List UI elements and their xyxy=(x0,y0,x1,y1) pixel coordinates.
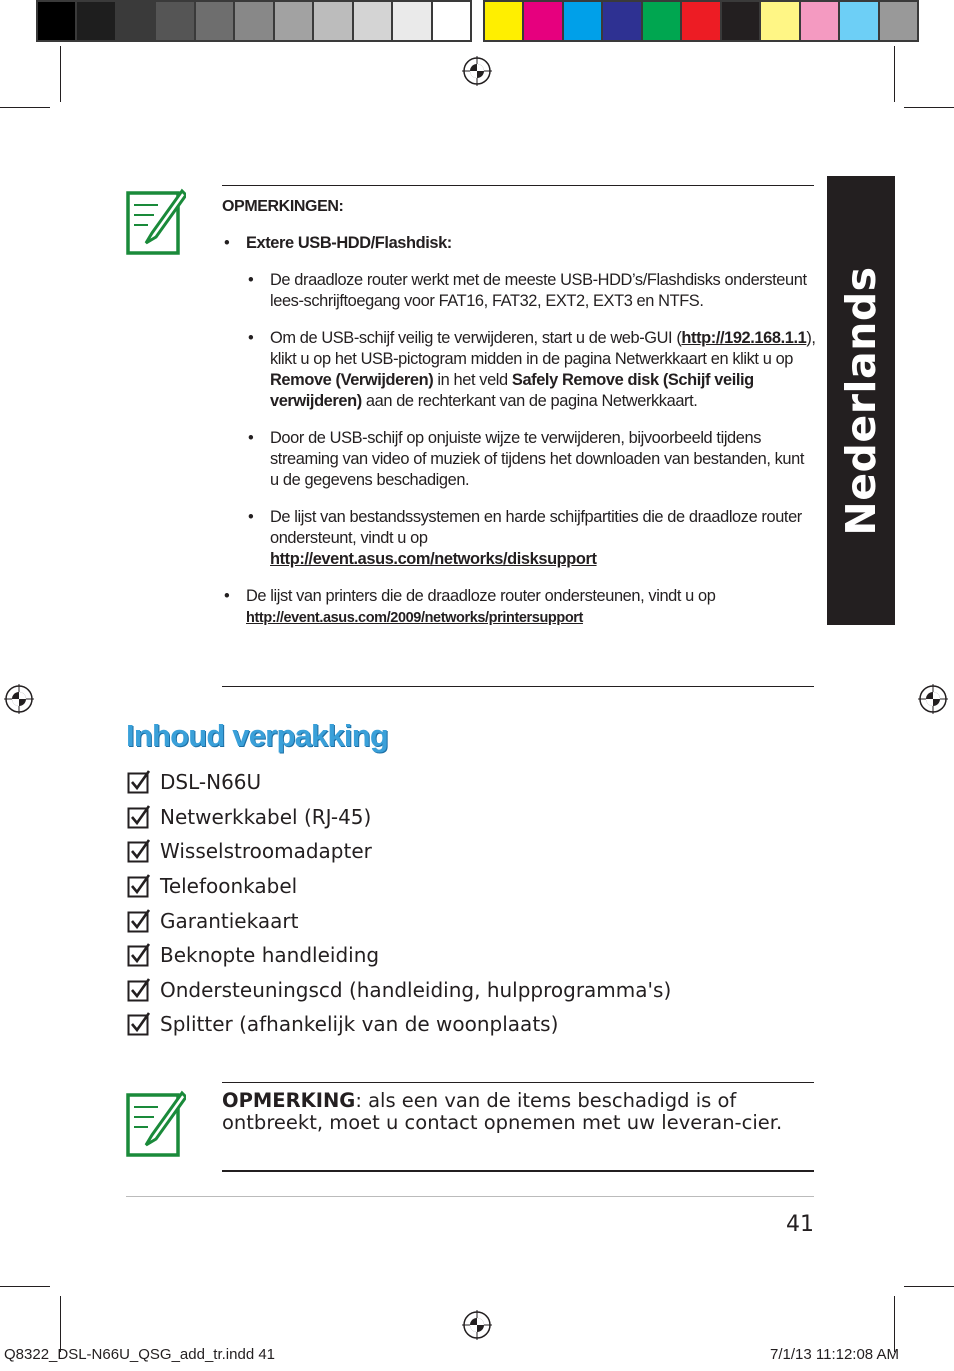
checkbox-checked-icon xyxy=(127,943,151,967)
color-swatch xyxy=(761,2,800,40)
crop-mark xyxy=(60,46,61,102)
usb-bullet-2: • Om de USB-schijf veilig te verwijderen, start u de web-GUI (http://192.168.1.1), klikt u op het USB-pictogram midden in de pagina Netwerkkaart en klikt u op Remove (Verwijderen) in het veld Safely Remove disk (Schijf veilig verwijderen) aan de rechterkant van de pagina Netwerkkaart. xyxy=(248,329,816,410)
slug-filename: Q8322_DSL-N66U_QSG_add_tr.indd 41 xyxy=(4,1346,276,1363)
note-pencil-icon xyxy=(126,1089,186,1159)
registration-mark-icon xyxy=(4,684,34,714)
package-item xyxy=(127,869,671,904)
package-item-label: Splitter (afhankelijk van de woonplaats) xyxy=(160,1012,559,1037)
checkbox-checked-icon xyxy=(127,909,151,933)
note2-bottom-rule xyxy=(222,1170,814,1172)
color-swatch xyxy=(564,2,603,40)
slug-timestamp: 7/1/13 11:12:08 AM xyxy=(770,1346,899,1363)
registration-mark-icon xyxy=(918,684,948,714)
package-item xyxy=(127,903,671,938)
usb-bullet-1: • De draadloze router werkt met de meeste USB-HDD’s/Flashdisks ondersteunt lees-schrijftoegang voor FAT16, FAT32, EXT2, EXT3 en NTFS. xyxy=(248,271,807,310)
language-label: Nederlands xyxy=(837,265,885,536)
gray-swatch xyxy=(77,2,116,40)
package-item xyxy=(127,800,671,835)
gray-swatch xyxy=(275,2,314,40)
page-number: 41 xyxy=(786,1212,814,1237)
printersupport-link[interactable]: http://event.asus.com/2009/networks/printersupport xyxy=(246,610,583,626)
color-swatch xyxy=(801,2,840,40)
gray-swatch xyxy=(196,2,235,40)
package-item-label: DSL-N66U xyxy=(160,770,262,795)
registration-mark-icon xyxy=(462,1310,492,1340)
crop-mark xyxy=(894,46,895,102)
color-swatch xyxy=(643,2,682,40)
note-text: : als een van de items beschadigd is of ontbreekt, moet u contact opnemen met uw leveran-cier. xyxy=(222,1089,783,1134)
gray-swatch xyxy=(314,2,353,40)
note-label: OPMERKING xyxy=(222,1089,356,1112)
color-swatch xyxy=(682,2,721,40)
crop-mark xyxy=(904,1286,954,1287)
package-item-label: Telefoonkabel xyxy=(160,874,298,899)
checkbox-checked-icon xyxy=(127,839,151,863)
usb-bullet-4: • De lijst van bestandssystemen en harde schijfpartities die de draadloze router ondersteunt, vindt u op http://event.asus.com/networks/disksupport xyxy=(248,508,802,568)
footer-rule xyxy=(126,1196,814,1197)
process-color-bar xyxy=(483,0,919,42)
note-pencil-icon xyxy=(126,187,186,257)
crop-mark xyxy=(60,1296,61,1352)
color-swatch xyxy=(524,2,563,40)
grayscale-color-bar xyxy=(36,0,472,42)
color-swatch xyxy=(880,2,917,40)
package-item-label: Garantiekaart xyxy=(160,908,299,933)
crop-mark xyxy=(0,107,50,108)
notes-heading: OPMERKINGEN: xyxy=(222,198,344,215)
gray-swatch xyxy=(117,2,156,40)
package-item xyxy=(127,1007,671,1042)
printer-bullet: • De lijst van printers die de draadloze router ondersteunen, vindt u op http://event.asus.com/2009/networks/printersupport xyxy=(224,587,716,626)
language-side-tab xyxy=(827,176,895,625)
package-item-label: Beknopte handleiding xyxy=(160,943,380,968)
color-swatch xyxy=(722,2,761,40)
usb-bullet-3: • Door de USB-schijf op onjuiste wijze te verwijderen, bijvoorbeeld tijdens streaming van video of muziek of tijdens het downloaden van bestanden, kunt u de gegevens beschadigen. xyxy=(248,429,805,489)
package-item xyxy=(127,834,671,869)
gray-swatch xyxy=(354,2,393,40)
checkbox-checked-icon xyxy=(127,874,151,898)
crop-mark xyxy=(894,1296,895,1352)
color-swatch xyxy=(840,2,879,40)
package-item-label: Wisselstroomadapter xyxy=(160,839,372,864)
note-bottom-rule xyxy=(222,686,814,687)
package-note xyxy=(222,1090,814,1134)
gray-swatch xyxy=(433,2,470,40)
gray-swatch xyxy=(156,2,195,40)
web-gui-link[interactable]: http://192.168.1.1 xyxy=(681,329,807,347)
package-item xyxy=(127,938,671,973)
crop-mark xyxy=(0,1286,50,1287)
color-swatch xyxy=(603,2,642,40)
registration-mark-icon xyxy=(462,56,492,86)
package-item xyxy=(127,765,671,800)
section-title: Inhoud verpakking xyxy=(126,718,388,753)
checkbox-checked-icon xyxy=(127,1012,151,1036)
package-item-label: Netwerkkabel (RJ-45) xyxy=(160,804,372,829)
package-contents-list xyxy=(127,765,671,1042)
note-top-rule xyxy=(222,185,814,186)
disksupport-link[interactable]: http://event.asus.com/networks/disksupport xyxy=(270,550,597,568)
note2-top-rule xyxy=(222,1082,814,1083)
checkbox-checked-icon xyxy=(127,770,151,794)
color-swatch xyxy=(485,2,524,40)
notes-block xyxy=(222,196,816,629)
package-item xyxy=(127,973,671,1008)
gray-swatch xyxy=(393,2,432,40)
gray-swatch xyxy=(38,2,77,40)
usb-heading-item: • Extere USB-HDD/Flashdisk: xyxy=(224,234,452,252)
gray-swatch xyxy=(235,2,274,40)
crop-mark xyxy=(904,107,954,108)
package-item-label: Ondersteuningscd (handleiding, hulpprogramma's) xyxy=(160,977,672,1002)
checkbox-checked-icon xyxy=(127,805,151,829)
checkbox-checked-icon xyxy=(127,978,151,1002)
